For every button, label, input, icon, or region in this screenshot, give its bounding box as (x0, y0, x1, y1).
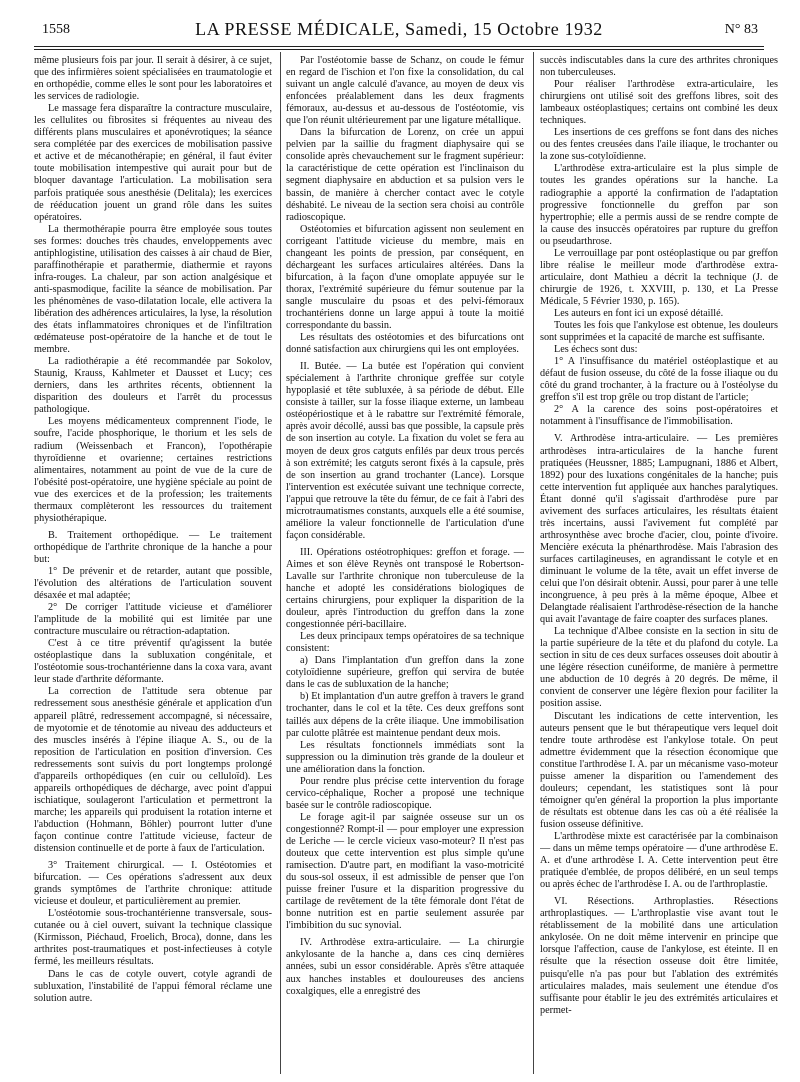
text-column-1 (34, 55, 272, 1070)
paragraph: Les moyens médicamenteux comprennent l'iode, le soufre, l'acide phosphorique, le thorium et les sels de radium (Weissenbach et Francon), l'opothérapie thyroïdienne et ovarienne; certaines restrictions alimentaires, notamment au point de vue de la cure de l'obésité post-opératoire, une hygiène spéciale au point de vue des exercices et de la profession; les traitements thermaux complèteront les ressources du traitement physiothérapique. (34, 416, 272, 524)
paragraph: 3° Traitement chirurgical. — I. Ostéotomies et bifurcation. — Ces opérations s'adressent aux deux grands symptômes de l'arthrite chronique: attitude vicieuse et douleur, et particulièrement au premier. (34, 860, 272, 908)
paragraph: V. Arthrodèse intra-articulaire. — Les premières arthrodèses intra-articulaires de la hanche furent pratiquées (Heussner, 1885; Lampugnani, 1886 et Albert, 1892) pour des luxations congénitales de la hanche; puis cette intervention fut appliquée aux hanches paralytiques. Étant donné qu'il s'agissait d'arthrodèse pure par avivement des surfaces articulaires, les résultats étaient très incertains, aussi l'avivement fut complété par arthrosynthèse avec broche d'acier, clou, pointe d'ivoire. Mencière exécuta la phénarthrodèse. Mais l'abrasion des surfaces cartilagineuses, en agrandissant le cotyle et en diminuant le volume de la tête, avait un effet inverse de celui que l'on désirait obtenir. Aussi, pour parer à une telle incongruence, à peu près à la même époque, Albee et Delangtade réalisaient l'arthrodèse-résection de la hanche qui avait l'avantage de faire coapter des surfaces planes. (540, 433, 778, 626)
paragraph: La thermothérapie pourra être employée sous toutes ses formes: douches très chaudes, enveloppements avec antiphlogistine, utilisation des caisses à air chaud de Bier, paraffinothérapie et parathermie, diathermie et rayons infra-rouges. La chaleur, par son action analgésique et anti-spasmodique, facilite la séance de mobilisation. Par les phénomènes de vaso-dilatation locale, elle activera la libération des adhérences articulaires, la lyse, la résolution des états inflammatoires chroniques et de l'infiltration œdémateuse post-opératoire de la hanche et de tout le membre. (34, 223, 272, 356)
paragraph: II. Butée. — La butée est l'opération qui convient spécialement à l'arthrite chronique greffée sur cotyle hypoplasié et tête subluxée, à sa période de début. Elle consiste à tailler, sur la fosse iliaque externe, un lambeau ostéopériostique et à le rabattre sur l'extrémité fémorale, après avoir décollé, aussi bas que possible, la capsule près de son insertion au cotyle. La fixation du volet se fera au moyen de deux gros catguts enfilés par deux trous percés à son extrémité; les catguts seront fixés à la capsule, près de son insertion au grand trochanter (Lance). Lorsque l'intervention est exécutée suivant une technique correcte, l'appui que retrouve la tête du fémur, de ce fait à l'abri des microtraumatismes constants, auxquels elle a été soumise, améliore la valeur fonctionnelle de l'articulation d'une façon considérable. (286, 361, 524, 541)
column-divider (280, 52, 281, 1074)
paragraph: Par l'ostéotomie basse de Schanz, on coude le fémur en regard de l'ischion et l'on fixe la consolidation, du cal suivant un angle calculé d'avance, au moyen de deux vis enfoncées préalablement dans les deux fragments fémoraux, au-dessus et au-dessous de l'ostéotomie, vis que l'on réunit ultérieurement par une ligature métallique. (286, 55, 524, 127)
header-rule-bottom (34, 49, 764, 50)
paragraph: 2° De corriger l'attitude vicieuse et d'améliorer l'amplitude de la mobilité qui est limitée par une contracture musculaire ou rétraction-adaptation. (34, 602, 272, 638)
issue-number: N° 83 (724, 22, 758, 37)
paragraph: C'est à ce titre préventif qu'agissent la butée ostéoplastique dans la subluxation congénitale, et l'ostéotomie sous-trochantérienne dans la coxa vara, avant leur stade d'arthrite déformante. (34, 638, 272, 686)
paragraph: Les échecs sont dus: (554, 344, 638, 356)
paragraph: B. Traitement orthopédique. — Le traitement orthopédique de l'arthrite chronique de la hanche a pour but: (34, 529, 272, 565)
paragraph: même plusieurs fois par jour. Il serait à désirer, à ce sujet, que des infirmières soient spécialisées en traumatologie et en orthopédie, comme elles le sont pour les laboratoires et les services de radiologie. (34, 55, 272, 103)
paragraph: Dans le cas de cotyle ouvert, cotyle agrandi de subluxation, l'instabilité de l'appui fémoral réclame une solution autre. (34, 968, 272, 1004)
paragraph: Les deux principaux temps opératoires de sa technique consistent: (286, 631, 524, 655)
paragraph: 1° De prévenir et de retarder, autant que possible, l'évolution des altérations de l'articulation souvent désaxée et mal adaptée; (34, 565, 272, 602)
paragraph: Les auteurs en font ici un exposé détaillé. (554, 307, 724, 319)
paragraph: Les résultats fonctionnels immédiats sont la suppression ou la diminution très grande de la douleur et une amélioration dans la fonction. (286, 739, 524, 775)
paragraph: b) Et implantation d'un autre greffon à travers le grand trochanter, dans le col et la tête. Ces deux greffons sont taillés aux dépens de la crête iliaque. Une immobilisation par culotte plâtrée est maintenue pendant deux mois. (286, 691, 524, 739)
paragraph: Ostéotomies et bifurcation agissent non seulement en corrigeant l'attitude vicieuse du membre, mais en changeant les points de pression, par conséquent, en déchargeant les surfaces articulaires altérées. Dans la bifurcation, à la façon d'une omoplate appuyée sur le thorax, l'extrémité supérieure du fémur soutenue par la sangle musculaire du psoas et des pelvi-fémoraux trochantériens donne un large appui à toute la moitié correspondante du bassin. (286, 223, 524, 332)
page-number: 1558 (42, 22, 70, 37)
paragraph: Les résultats des ostéotomies et des bifurcations ont donné satisfaction aux chirurgiens qui les ont employées. (286, 332, 524, 356)
paragraph: La correction de l'attitude sera obtenue par redressement sous anesthésie générale et application d'un appareil plâtré, redressement accompagné, si nécessaire, de myotomie et de ténotomie au niveau des adducteurs et des muscles insérés à l'épine iliaque A. S., ou de la reposition de l'articulation en position d'inversion. Ces redressements sont suivis du port longtemps prolongé d'appareils orthopédiques (en cuir ou celluloïd). Les appareils orthopédiques de décharge, avec point d'appui ischiatique, soulageront l'articulation et permettront la marche; les appareils qui produisent la rotation interne et l'abduction (Hohmann, Böhler) pourront lutter d'une façon continue contre l'attitude vicieuse, facteur de distension continuelle et de porte à faux de l'articulation. (34, 686, 272, 855)
paragraph: Les insertions de ces greffons se font dans des niches ou des fentes creusées dans l'aile iliaque, le trochanter ou la zone sus-cotyloïdienne. (540, 127, 778, 163)
paragraph: Dans la bifurcation de Lorenz, on crée un appui pelvien par la saillie du fragment diaphysaire qui se consolide après chevauchement sur le fragment supérieur: la caractéristique de cette opération est l'inclinaison du segment diaphysaire en abduction et sa pulsion vers le bassin, de manière à chercher contact avec le cotyle déshabité. Le niveau de la section sera choisi au contrôle radioscopique. (286, 127, 524, 223)
paragraph: succès indiscutables dans la cure des arthrites chroniques non tuberculeuses. (540, 55, 778, 79)
paragraph: Le forage agit-il par saignée osseuse sur un os congestionné? Rompt-il — pour employer une expression de Leriche — le cercle vicieux vaso-moteur? Il n'est pas douteux que cette intervention est plus simple qu'une ramisection. D'autre part, en modifiant la vaso-motricité du sous-sol osseux, il est admissible de penser que l'on puisse freiner l'usure et la disparition progressive du cartilage de revêtement de la tête fémorale dont l'état de bonne nutrition est en partie seulement assurée par l'imbibition du suc synovial. (286, 811, 524, 932)
paragraph: La technique d'Albee consiste en la section in situ de la partie supérieure de la tête et du plafond du cotyle. La section in situ de ces deux surfaces osseuses doit aboutir à une légère résection cunéiforme, de manière à permettre une abduction de 10 degrés à 20 degrés. De même, il convient de conserver une légère flexion pour faciliter la position assise. (540, 626, 778, 710)
paragraph: a) Dans l'implantation d'un greffon dans la zone cotyloïdienne supérieure, greffon qui servira de butée dans le cas de subluxation de la hanche; (286, 655, 524, 691)
paragraph: III. Opérations ostéotrophiques: greffon et forage. — Aimes et son élève Reynès ont transposé le Robertson-Lavalle sur l'arthrite chronique non tuberculeuse de la hanche et adopté les considérations biologiques de certains chirurgiens, pour expliquer la disparition de la douleur, après l'introduction du greffon dans la zone congestionnée péri-bacillaire. (286, 546, 524, 631)
paragraph: Le verrouillage par pont ostéoplastique ou par greffon libre réalise le meilleur mode d'arthrodèse extra-articulaire, dont Mathieu a décrit la technique (J. de chirurgie de 1926, t. XXVIII, p. 130, et La Presse Médicale, 5 Février 1930, p. 165). (540, 247, 778, 307)
text-column-2 (286, 55, 524, 1070)
paragraph: Toutes les fois que l'ankylose est obtenue, les douleurs sont supprimées et la capacité de marche est suffisante. (540, 320, 778, 344)
paragraph: L'arthrodèse mixte est caractérisée par la combinaison — dans un même temps opératoire — d'une arthrodèse E. A. et d'une arthrodèse I. A. Cette intervention peut être pratiquée d'emblée, de propos délibéré, en un seul temps ou après échec de l'arthrodèse I. A. ou de l'arthroplastie. (540, 831, 778, 891)
paragraph: 2° A la carence des soins post-opératoires et notamment à l'insuffisance de l'immobilisation. (540, 404, 778, 428)
paragraph: Discutant les indications de cette intervention, les auteurs pensent que le but thérapeutique vers lequel doit tendre toute arthrodèse est l'ankylose totale. On peut admettre évidemment que la résection économique que constitue l'arthrodèse I. A. par un mécanisme vaso-moteur puisse amener la disparition ou l'amendement des douleurs; cependant, les statistiques sont là pour témoigner qu'en général la proportion la plus importante de résultats est obtenue dans les cas où a été réalisée la fusion osseuse définitive. (540, 710, 778, 830)
paragraph: Pour réaliser l'arthrodèse extra-articulaire, les chirurgiens ont utilisé soit des greffons libres, soit des lambeaux ostéoplastiques; certains ont combiné les deux techniques. (540, 79, 778, 127)
paragraph: Le massage fera disparaître la contracture musculaire, les cellulites ou fibrosites si fréquentes au niveau des différents plans musculaires et aponévrotiques; la séance sera complétée par des exercices de mobilisation passive et active et de mécanothérapie; en général, il faut éviter toute mobilisation intempestive qui aurait pour but de bloquer davantage l'articulation. La mobilisation sera parfois pratiquée sous anesthésie (Delitala); les exercices de rééducation jouent un grand rôle dans les suites opératoires. (34, 103, 272, 223)
paragraph: L'arthrodèse extra-articulaire est la plus simple de toutes les grandes opérations sur la hanche. La radiographie a apporté la confirmation de l'adaptation progressive fonctionnelle du greffon par son hypertrophie; elle a permis aussi de se rendre compte de la cause des insuccès opératoires par rupture du greffon ou pseudarthrose. (540, 163, 778, 247)
paragraph: La radiothérapie a été recommandée par Sokolov, Staunig, Krauss, Kahlmeter et Dausset et Lucy; ces derniers, dans les arthrites récents, obtiennent la disparition des douleurs et l'arrêt du processus pathologique. (34, 356, 272, 416)
paragraph: Pour rendre plus précise cette intervention du forage cervico-céphalique, Rocher a proposé une technique basée sur le contrôle radioscopique. (286, 775, 524, 811)
page-header (34, 18, 764, 44)
header-rule-top (34, 46, 764, 47)
journal-title: LA PRESSE MÉDICALE, Samedi, 15 Octobre 1932 (195, 19, 603, 39)
paragraph: VI. Résections. Arthroplasties. Résections arthroplastiques. — L'arthroplastie vise avant tout le rétablissement de la mobilité dans une articulation ankylosée. On ne doit même intervenir en principe que lorsque l'affection, cause de l'ankylose, est éteinte. Il en résulte que la résection osseuse doit être limitée, puisqu'elle n'a pas pour but l'ablation des extrémités articulaires malades, mais seulement une étendue d'os suffisante pour établir le jeu des extrémités articulaires et permet- (540, 896, 778, 1016)
paragraph: 1° A l'insuffisance du matériel ostéoplastique et au défaut de fusion osseuse, du côté de la fosse iliaque ou du côté du grand trochanter, à la fracture ou à l'ostéolyse du greffon s'il est trop grêle ou trop distant de l'article; (540, 356, 778, 404)
paragraph: IV. Arthrodèse extra-articulaire. — La chirurgie ankylosante de la hanche a, dans ces cinq dernières années, subi un essor considérable. Après s'être attaquée aux hanches instables et douloureuses des anciens coxalgiques, elle a enregistré des (286, 937, 524, 997)
text-column-3 (540, 55, 778, 1070)
column-divider (533, 52, 534, 1074)
paragraph: L'ostéotomie sous-trochantérienne transversale, sous-cutanée ou à ciel ouvert, suivant la technique classique (Kirmisson, Piéchaud, Froelich, Broca), donne, dans les arthrites post-traumatiques et post-infectieuses à cotyle fermé, les meilleurs résultats. (34, 908, 272, 968)
